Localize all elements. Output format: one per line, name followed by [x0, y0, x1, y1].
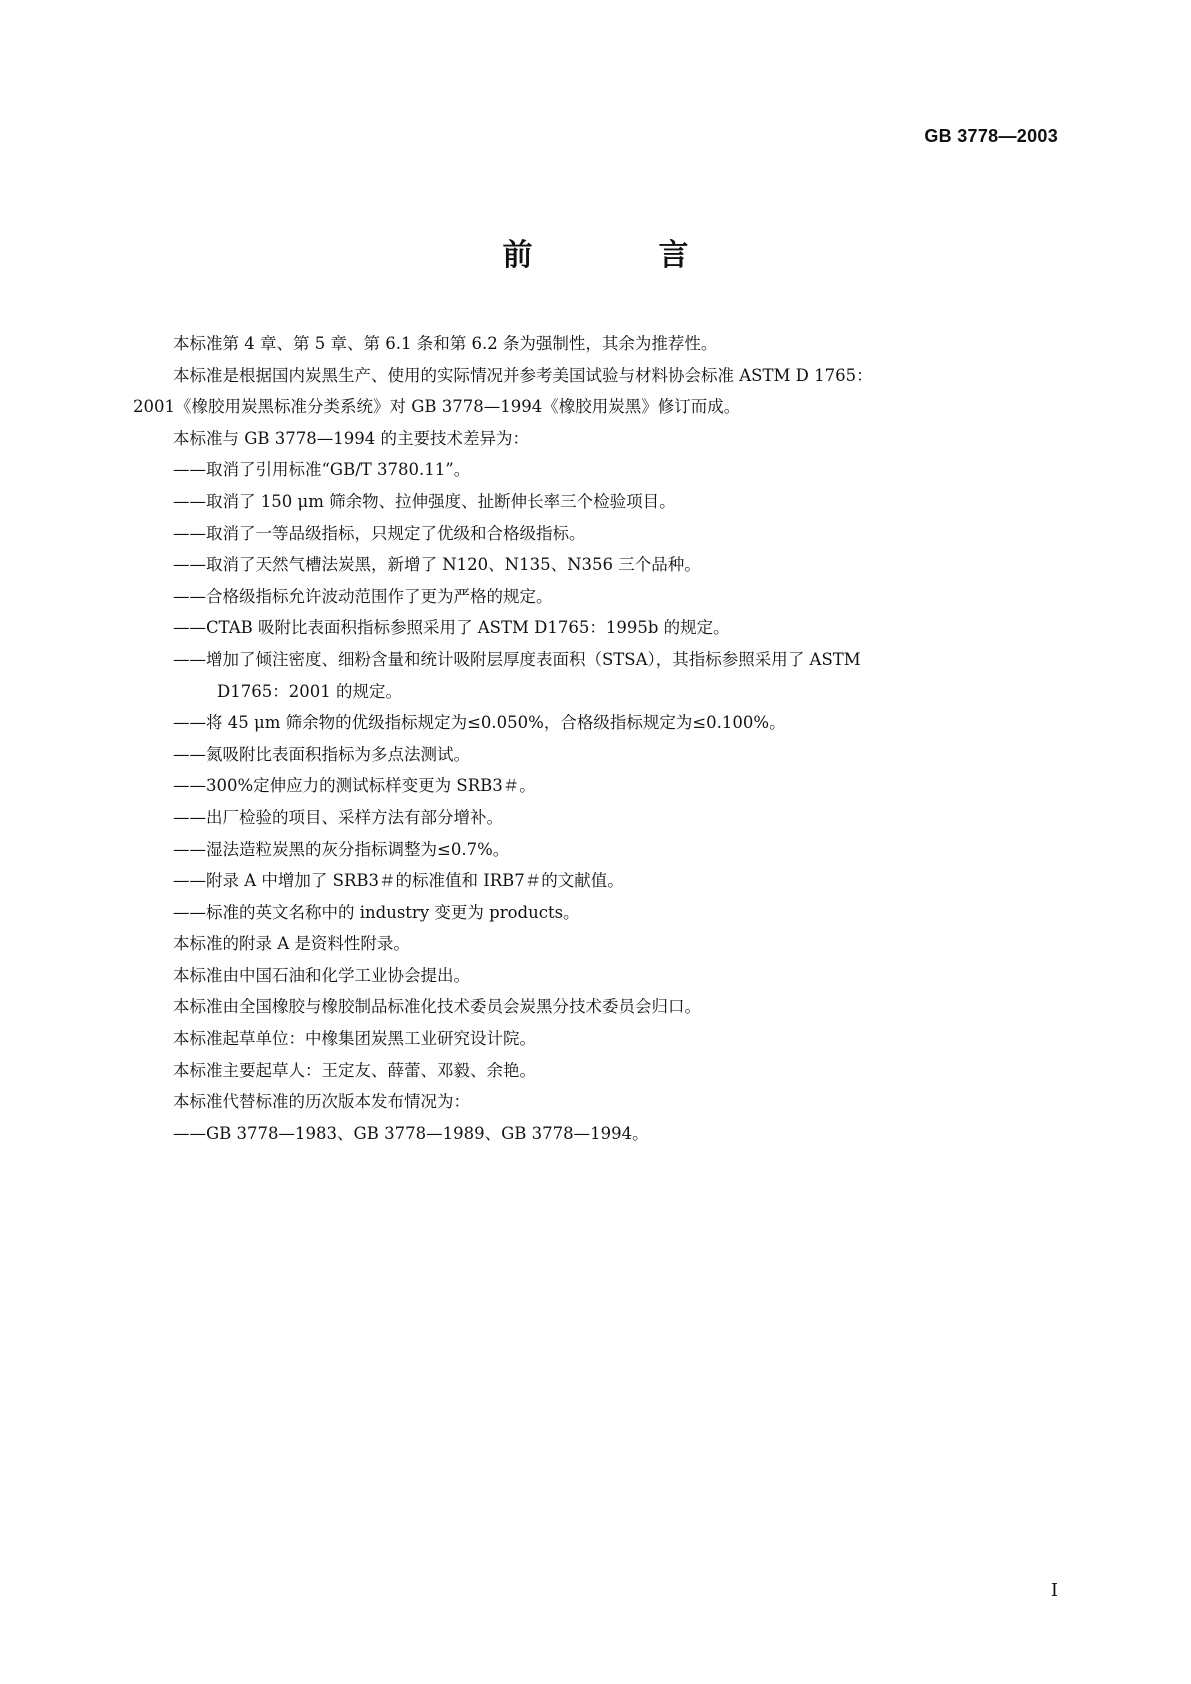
document-body	[133, 328, 1058, 1149]
page-number: I	[1050, 1580, 1058, 1601]
paragraph-mandatory-clauses: 本标准第 4 章、第 5 章、第 6.1 条和第 6.2 条为强制性，其余为推荐性。	[173, 334, 718, 353]
list-item: ——附录 A 中增加了 SRB3＃的标准值和 IRB7＃的文献值。	[173, 871, 624, 891]
paragraph-committee: 本标准由全国橡胶与橡胶制品标准化技术委员会炭黑分技术委员会归口。	[173, 997, 701, 1017]
paragraph-drafting-unit: 本标准起草单位：中橡集团炭黑工业研究设计院。	[173, 1029, 536, 1049]
paragraph-basis-line1: 本标准是根据国内炭黑生产、使用的实际情况并参考美国试验与材料协会标准 ASTM D 1765：	[173, 365, 873, 385]
list-item: ——取消了天然气槽法炭黑，新增了 N120、N135、N356 三个品种。	[173, 555, 701, 575]
paragraph-proposer: 本标准由中国石油和化学工业协会提出。	[173, 965, 470, 985]
list-item: ——取消了一等品级指标，只规定了优级和合格级指标。	[173, 523, 586, 543]
list-item: ——取消了 150 μm 筛余物、拉伸强度、扯断伸长率三个检验项目。	[173, 491, 676, 511]
list-item: ——合格级指标允许波动范围作了更为严格的规定。	[173, 586, 553, 606]
list-item: ——标准的英文名称中的 industry 变更为 products。	[173, 902, 580, 922]
page-title: 前 言	[502, 238, 737, 273]
list-item: ——CTAB 吸附比表面积指标参照采用了 ASTM D1765：1995b 的规定。	[173, 618, 730, 638]
list-item: ——GB 3778—1983、GB 3778—1989、GB 3778—1994。	[173, 1123, 649, 1143]
paragraph-history-intro: 本标准代替标准的历次版本发布情况为：	[173, 1092, 470, 1112]
paragraph-annex: 本标准的附录 A 是资料性附录。	[173, 934, 410, 954]
paragraph-basis-line2: 2001《橡胶用炭黑标准分类系统》对 GB 3778—1994《橡胶用炭黑》修订而成。	[133, 397, 741, 417]
list-item: ——增加了倾注密度、细粉含量和统计吸附层厚度表面积（STSA），其指标参照采用了 ASTM	[173, 649, 861, 669]
standard-code: GB 3778—2003	[924, 126, 1058, 146]
paragraph-drafters: 本标准主要起草人：王定友、薛蕾、邓毅、余艳。	[173, 1060, 536, 1080]
list-item: ——300%定伸应力的测试标样变更为 SRB3＃。	[173, 776, 536, 796]
list-item: ——取消了引用标准“GB/T 3780.11”。	[173, 460, 471, 480]
list-item: ——氮吸附比表面积指标为多点法测试。	[173, 744, 470, 764]
list-item: ——湿法造粒炭黑的灰分指标调整为≤0.7%。	[173, 839, 510, 859]
paragraph-differences-intro: 本标准与 GB 3778—1994 的主要技术差异为：	[173, 428, 530, 448]
list-item-continuation: D1765：2001 的规定。	[217, 681, 402, 701]
list-item: ——出厂检验的项目、采样方法有部分增补。	[173, 807, 503, 827]
list-item: ——将 45 μm 筛余物的优级指标规定为≤0.050%，合格级指标规定为≤0.100%。	[173, 713, 786, 733]
